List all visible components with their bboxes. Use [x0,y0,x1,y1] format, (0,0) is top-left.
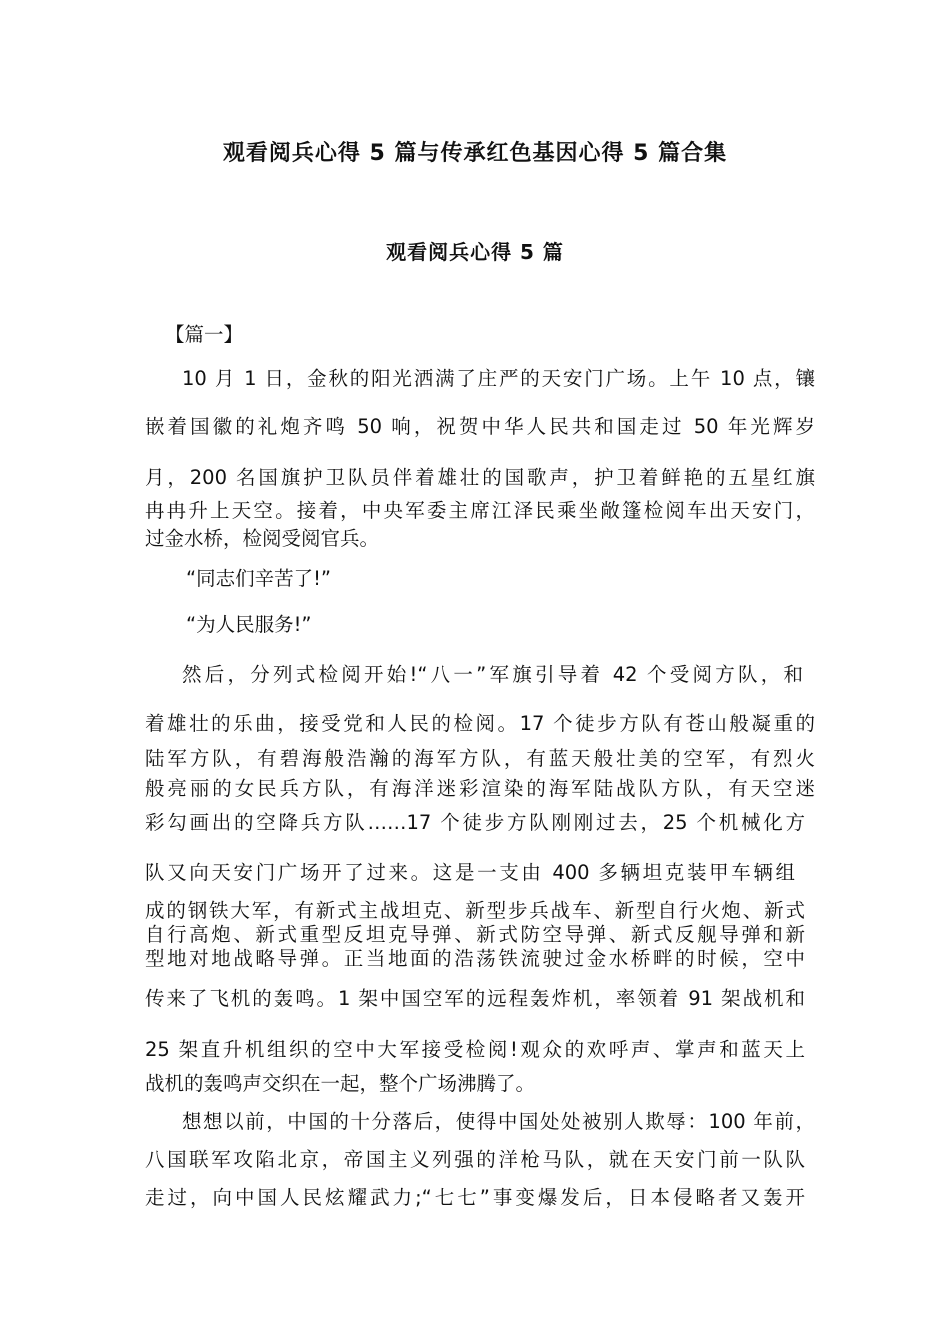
paragraph-line: 然后，分列式检阅开始!“八一”军旗引导着 42 个受阅方队，和 [182,663,803,686]
paragraph-line: 型地对地战略导弹。正当地面的浩荡铁流驶过金水桥畔的时候，空中 [145,947,805,970]
paragraph-line: 月，200 名国旗护卫队员伴着雄壮的国歌声，护卫着鲜艳的五星红旗 [145,466,815,489]
section-title: 观看阅兵心得 5 篇 [386,240,564,264]
paragraph-line: 彩勾画出的空降兵方队……17 个徒步方队刚刚过去，25 个机械化方 [145,811,805,834]
paragraph-line: 陆军方队，有碧海般浩瀚的海军方队，有蓝天般壮美的空军，有烈火 [145,747,815,770]
quote-line: “为人民服务!” [186,613,312,636]
paragraph-line: 成的钢铁大军，有新式主战坦克、新型步兵战车、新型自行火炮、新式 [145,899,805,922]
paragraph-line: 冉冉升上天空。接着，中央军委主席江泽民乘坐敞篷检阅车出天安门， [145,499,815,522]
paragraph-line: 战机的轰鸣声交织在一起，整个广场沸腾了。 [145,1072,536,1095]
paragraph-line: 10 月 1 日，金秋的阳光洒满了庄严的天安门广场。上午 10 点，镶 [182,367,815,390]
paragraph-line: 八国联军攻陷北京，帝国主义列强的洋枪马队，就在天安门前一队队 [145,1148,805,1171]
paragraph-line: 般亮丽的女民兵方队，有海洋迷彩渲染的海军陆战队方队，有天空迷 [145,777,815,800]
paragraph-line: 25 架直升机组织的空中大军接受检阅!观众的欢呼声、掌声和蓝天上 [145,1038,805,1061]
document-title: 观看阅兵心得 5 篇与传承红色基因心得 5 篇合集 [222,141,728,166]
paragraph-line: 队又向天安门广场开了过来。这是一支由 400 多辆坦克装甲车辆组 [145,861,795,884]
paragraph-line: 自行高炮、新式重型反坦克导弹、新式防空导弹、新式反舰导弹和新 [145,923,805,946]
paragraph-line: 着雄壮的乐曲，接受党和人民的检阅。17 个徒步方队有苍山般凝重的 [145,712,815,735]
paragraph-line: 嵌着国徽的礼炮齐鸣 50 响，祝贺中华人民共和国走过 50 年光辉岁 [145,415,815,438]
paragraph-line: 走过，向中国人民炫耀武力;“七七”事变爆发后，日本侵略者又轰开 [145,1186,805,1209]
quote-line: “同志们辛苦了!” [186,567,332,590]
paragraph-line: 过金水桥，检阅受阅官兵。 [145,527,380,550]
section-label: 【篇一】 [165,323,244,346]
paragraph-line: 想想以前，中国的十分落后，使得中国处处被别人欺辱：100 年前， [182,1110,815,1133]
paragraph-line: 传来了飞机的轰鸣。1 架中国空军的远程轰炸机，率领着 91 架战机和 [145,987,805,1010]
